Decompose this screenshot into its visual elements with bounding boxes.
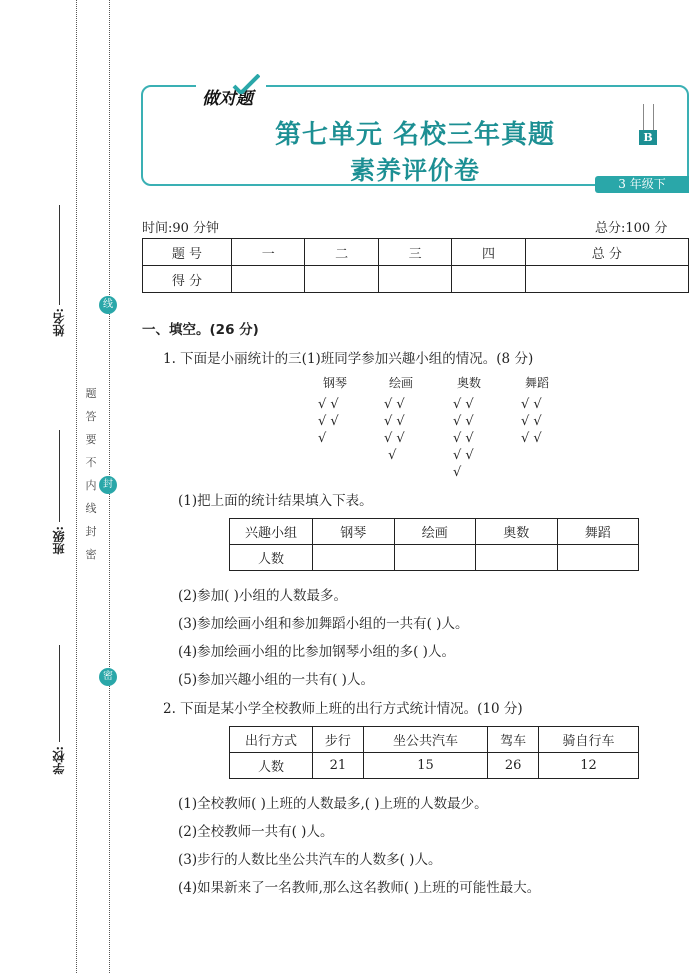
school-label: 学校: xyxy=(52,746,66,775)
exam-total: 总分:100 分 xyxy=(595,221,668,236)
q2-sub4: (4)如果新来了一名教师,那么这名教师( )上班的可能性最大。 xyxy=(178,880,541,896)
binder-word: 线 xyxy=(85,502,97,515)
table-cell: 得 分 xyxy=(143,266,232,293)
q1-sub2: (2)参加( )小组的人数最多。 xyxy=(178,588,347,604)
table-cell: 舞蹈 xyxy=(557,519,639,545)
answer-cell[interactable] xyxy=(557,545,639,571)
name-label: 姓名: xyxy=(52,308,66,337)
table-cell: 人数 xyxy=(230,753,313,779)
school-line[interactable] xyxy=(59,645,60,742)
seal-mi: 密 xyxy=(99,668,117,686)
score-cell[interactable] xyxy=(232,266,305,293)
table-cell: 人数 xyxy=(230,545,313,571)
tally-marks: √ √ √ √ √ xyxy=(318,397,339,446)
page-title: 第七单元 名校三年真题 xyxy=(274,120,556,150)
grade-badge: 3 年级下 xyxy=(595,176,689,193)
binder-word: 题 xyxy=(85,387,97,400)
table-cell: 兴趣小组 xyxy=(230,519,313,545)
table-row xyxy=(230,545,639,571)
exam-time: 时间:90 分钟 xyxy=(142,221,220,236)
margin-dotted-line-outer xyxy=(76,0,77,973)
name-line[interactable] xyxy=(59,205,60,305)
tally-header: 奥数 xyxy=(456,376,481,390)
table-cell: 绘画 xyxy=(394,519,476,545)
table-cell: 出行方式 xyxy=(230,727,313,753)
seal-xian: 线 xyxy=(99,296,117,314)
score-cell[interactable] xyxy=(452,266,525,293)
score-cell[interactable] xyxy=(378,266,451,293)
badge-string xyxy=(653,104,654,130)
table-cell: 骑自行车 xyxy=(539,727,639,753)
table-row xyxy=(143,266,689,293)
section-heading: 一、填空。(26 分) xyxy=(142,322,259,338)
table-cell: 总 分 xyxy=(525,239,688,266)
score-cell[interactable] xyxy=(305,266,378,293)
binder-word: 封 xyxy=(85,525,97,538)
q2-sub2: (2)全校教师一共有( )人。 xyxy=(178,824,334,840)
table-cell: 三 xyxy=(378,239,451,266)
q1-sub5: (5)参加兴趣小组的一共有( )人。 xyxy=(178,672,374,688)
tally-header: 舞蹈 xyxy=(524,376,549,390)
commute-table xyxy=(229,726,639,779)
class-line[interactable] xyxy=(59,430,60,522)
table-cell: 四 xyxy=(452,239,525,266)
answer-cell[interactable] xyxy=(394,545,476,571)
table-cell: 15 xyxy=(363,753,487,779)
table-row xyxy=(230,753,639,779)
table-cell: 21 xyxy=(313,753,364,779)
score-cell[interactable] xyxy=(525,266,688,293)
table-cell: 坐公共汽车 xyxy=(363,727,487,753)
binder-word: 答 xyxy=(85,410,97,423)
answer-cell[interactable] xyxy=(476,545,558,571)
q1-sub3: (3)参加绘画小组和参加舞蹈小组的一共有( )人。 xyxy=(178,616,469,632)
table-cell: 题 号 xyxy=(143,239,232,266)
tally-header: 绘画 xyxy=(388,376,413,390)
table-cell: 钢琴 xyxy=(313,519,395,545)
q1-sub1: (1)把上面的统计结果填入下表。 xyxy=(178,493,373,509)
q1-sub4: (4)参加绘画小组的比参加钢琴小组的多( )人。 xyxy=(178,644,455,660)
table-cell: 一 xyxy=(232,239,305,266)
q2-sub3: (3)步行的人数比坐公共汽车的人数多( )人。 xyxy=(178,852,442,868)
table-cell: 步行 xyxy=(313,727,364,753)
table-cell: 二 xyxy=(305,239,378,266)
table-cell: 12 xyxy=(539,753,639,779)
table-row xyxy=(230,519,639,545)
class-label: 班级: xyxy=(52,526,66,555)
q2-sub1: (1)全校教师( )上班的人数最多,( )上班的人数最少。 xyxy=(178,796,488,812)
table-cell: 26 xyxy=(488,753,539,779)
table-cell: 驾车 xyxy=(488,727,539,753)
question-1: 1. 下面是小丽统计的三(1)班同学参加兴趣小组的情况。(8 分) xyxy=(163,351,534,367)
interest-group-table xyxy=(229,518,639,571)
binder-word: 密 xyxy=(85,548,97,561)
binder-word: 不 xyxy=(85,456,97,469)
page-subtitle: 素养评价卷 xyxy=(349,156,480,185)
table-row xyxy=(230,727,639,753)
table-cell: 奥数 xyxy=(476,519,558,545)
checkmark-icon xyxy=(232,74,260,94)
question-2: 2. 下面是某小学全校教师上班的出行方式统计情况。(10 分) xyxy=(163,701,523,717)
badge-string xyxy=(643,104,644,130)
tally-header: 钢琴 xyxy=(322,376,347,390)
binder-word: 内 xyxy=(85,479,97,492)
tally-marks: √ √ √ √ √ √ √ xyxy=(384,397,405,463)
binder-notice xyxy=(84,382,98,566)
table-row xyxy=(143,239,689,266)
answer-cell[interactable] xyxy=(313,545,395,571)
tally-marks: √ √ √ √ √ √ √ √ √ xyxy=(453,397,474,480)
score-table xyxy=(142,238,689,293)
seal-feng: 封 xyxy=(99,476,117,494)
tally-marks: √ √ √ √ √ √ xyxy=(521,397,542,446)
version-badge: B xyxy=(639,130,657,145)
binder-word: 要 xyxy=(85,433,97,446)
brand-logo: 做对题 xyxy=(202,89,253,109)
